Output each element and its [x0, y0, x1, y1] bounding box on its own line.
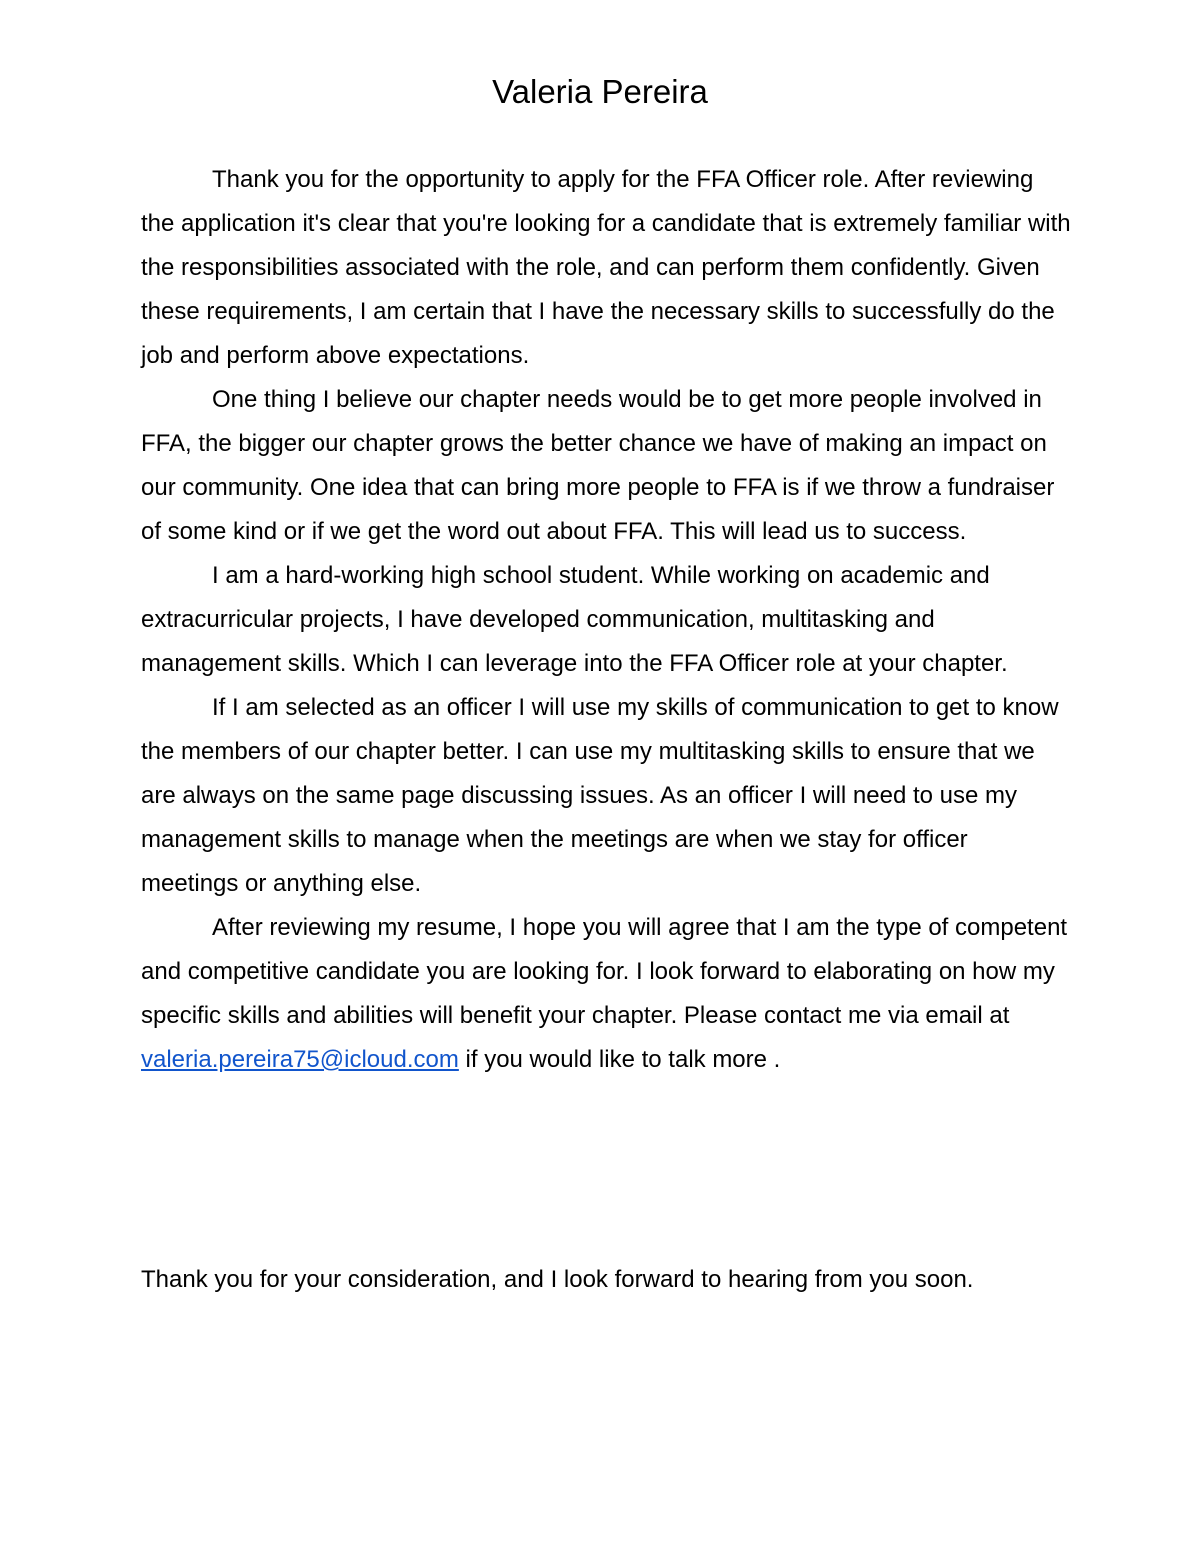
paragraph-5-text: After reviewing my resume, I hope you will agree that I am the type of competent and competitive candidate you are looking for. I look forward to elaborating on how my specific skills and abilities will benefit your chapter. Please contact me via email at: [141, 914, 1068, 1029]
paragraph-2: One thing I believe our chapter needs would be to get more people involved in FFA, the bigger our chapter grows the better chance we have of making an impact on our community. One idea that can bring more people to FFA is if we throw a fundraiser of some kind or if we get the word out about FFA. This will lead us to success.: [141, 386, 1055, 545]
closing-line: Thank you for your consideration, and I look forward to hearing from you soon.: [141, 1266, 974, 1293]
paragraph-5: [141, 906, 1071, 1082]
paragraph-4: If I am selected as an officer I will use my skills of communication to get to know the members of our chapter better. I can use my multitasking skills to ensure that we are always on the same page discussing issues. As an officer I will need to use my management skills to manage when the meetings are when we stay for officer meetings or anything else.: [141, 694, 1059, 897]
email-link[interactable]: valeria.pereira75@icloud.com: [141, 1046, 459, 1073]
letter-body: [141, 158, 1071, 1082]
paragraph-3: I am a hard-working high school student. While working on academic and extracurricular projects, I have developed communication, multitasking and management skills. Which I can leverage into the FFA Officer role at your chapter.: [141, 562, 1008, 677]
paragraph-5-text-end: if you would like to talk more .: [458, 1046, 781, 1073]
paragraph-1: Thank you for the opportunity to apply for the FFA Officer role. After reviewing the application it's clear that you're looking for a candidate that is extremely familiar with the responsibilities associated with the role, and can perform them confidently. Given these requirements, I am certain that I have the necessary skills to successfully do the job and perform above expectations.: [141, 166, 1071, 369]
document-title: Valeria Pereira: [492, 73, 708, 110]
